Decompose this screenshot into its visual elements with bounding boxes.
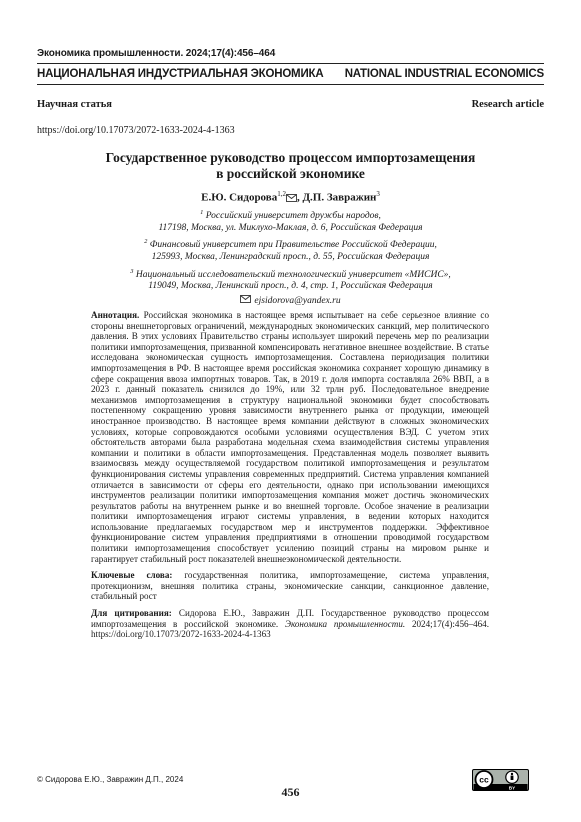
author-list	[37, 190, 544, 205]
author-affiliation-sup: 3	[376, 190, 380, 198]
abstract-paragraph	[91, 310, 489, 564]
abstract-section	[91, 310, 489, 646]
author-name: Е.Ю. Сидорова	[201, 191, 278, 204]
affiliation-text: Финансовый университет при Правительстве Российской Федерации,	[149, 240, 437, 251]
doi-link[interactable]: https://doi.org/10.17073/2072-1633-2024-4-1363	[37, 125, 235, 136]
section-title-ru: НАЦИОНАЛЬНАЯ ИНДУСТРИАЛЬНАЯ ЭКОНОМИКА	[37, 68, 324, 80]
corresponding-email[interactable]	[240, 295, 340, 308]
envelope-icon	[240, 295, 251, 308]
article-title	[37, 150, 544, 182]
svg-text:cc: cc	[479, 774, 489, 785]
citation-journal: Экономика промышленности.	[284, 618, 406, 629]
affiliation-address: 117198, Москва, ул. Миклухо-Маклая, д. 6, Российская Федерация	[158, 222, 423, 233]
license-badge-label: BY	[508, 785, 516, 791]
citation-details[interactable]: 2024;17(4):456–464. https://doi.org/10.17073/2072-1633-2024-4-1363	[91, 618, 489, 640]
article-title-line1: Государственное руководство процессом импортозамещения	[105, 150, 476, 165]
affiliation-text: Российский университет дружбы народов,	[205, 211, 381, 222]
citation-text: Сидорова Е.Ю., Завражин Д.П. Государственное руководство процессом импортозамещения в российской экономике.	[91, 608, 489, 629]
affiliation-number: 2	[144, 238, 148, 246]
envelope-icon[interactable]	[286, 193, 297, 205]
affiliation-number: 3	[130, 267, 134, 275]
email-address[interactable]: ejsidorova@yandex.ru	[254, 295, 341, 306]
header-rule-top	[37, 63, 544, 64]
affiliation-item	[60, 207, 521, 234]
affiliation-text: Национальный исследовательский технологический университет «МИСИС»,	[135, 269, 451, 280]
affiliation-item	[60, 236, 521, 263]
citation-paragraph	[91, 608, 489, 640]
journal-reference: Экономика промышленности. 2024;17(4):456–464	[37, 48, 276, 59]
author-name: Д.П. Завражин	[302, 191, 377, 204]
page-number: 456	[281, 785, 300, 799]
keywords-paragraph	[91, 570, 489, 602]
article-type-en: Research article	[471, 99, 544, 110]
affiliation-address: 125993, Москва, Ленинградский просп., д. 55, Российская Федерация	[151, 252, 430, 263]
citation-label: Для цитирования:	[91, 608, 172, 619]
affiliation-number: 1	[200, 209, 204, 216]
affiliation-address: 119049, Москва, Ленинский просп., д. 4, стр. 1, Российская Федерация	[148, 281, 433, 292]
article-type-ru: Научная статья	[37, 99, 112, 110]
abstract-text: Российская экономика в настоящее время испытывает на себе серьезное влияние со стороны внешнеторговых ограничений, международных экономических санкций, мер политического давления. В этих условиях Правительство страны использует широкий перечень мер по реализации политики импортозамещения, призванной компенсировать негативное внешнее воздействие. В статье исследована экономическая сущность импортозамещения. Составлена периодизация политики импортозамещения в РФ. В настоящее время российская экономика сохраняет хорошую динамику в сфере сокращения ввоза импортных товаров. Так, в 2019 г. доля импорта составляла 26% ВВП, а в 2023 г. данный показатель снизился до 19%, или 32 трлн руб. Последовательное внедрение механизмов импортозамещения в структуру национальной экономики будет способствовать постепенному сокращению уровня зависимости внутреннего рынка от продукции, имеющей иностранное производство. В настоящее время компании действуют в сложных экономических условиях, которые сопровождаются особыми условиями осуществления ВЭД. С учетом этих обстоятельств авторами была разработана модельная схема взаимодействия системы управления компании и политики в области импортозамещения. Представленная модель позволяет выявить взаимосвязь между осуществляемой государством политикой импортозамещения и результатом функционирования системы управления современных предприятий. Система управления компанией отличается в зависимости от сферы его деятельности, однако при использовании имеющихся инструментов реализации политики импортозамещения компания может достичь экономических результатов работы на внутреннем рынке и во внешней торговле. Особое значение в реализации политики импортозамещения играют системы управления, в ведении которых находится использование предлагаемых государством мер и инструментов поддержки. Эффективное функционирование систем управления предприятиями в отношении проводимой государством политики импортозамещения способствует усилению позиций страны на мировом рынке и гарантирует стабильный рост показателей внешнеэкономической деятельности.	[91, 310, 489, 564]
keywords-text: государственная политика, импортозамещение, система управления, протекционизм, внешняя политика страны, экономические санкции, санкционное давление, стабильный рост	[91, 570, 489, 602]
keywords-label: Ключевые слова:	[91, 570, 173, 581]
affiliation-item	[60, 266, 521, 293]
cc-by-license-icon[interactable]	[472, 769, 529, 791]
author-affiliation-sup: 1,2	[277, 190, 286, 198]
header-rule-bottom	[37, 84, 544, 85]
abstract-label: Аннотация.	[91, 310, 140, 320]
author-separator: ,	[296, 191, 303, 204]
copyright-notice: © Сидорова Е.Ю., Завражин Д.П., 2024	[37, 775, 184, 784]
affiliations	[60, 207, 521, 310]
section-title-en: NATIONAL INDUSTRIAL ECONOMICS	[344, 68, 544, 80]
article-title-line2: в российской экономике	[216, 166, 365, 181]
